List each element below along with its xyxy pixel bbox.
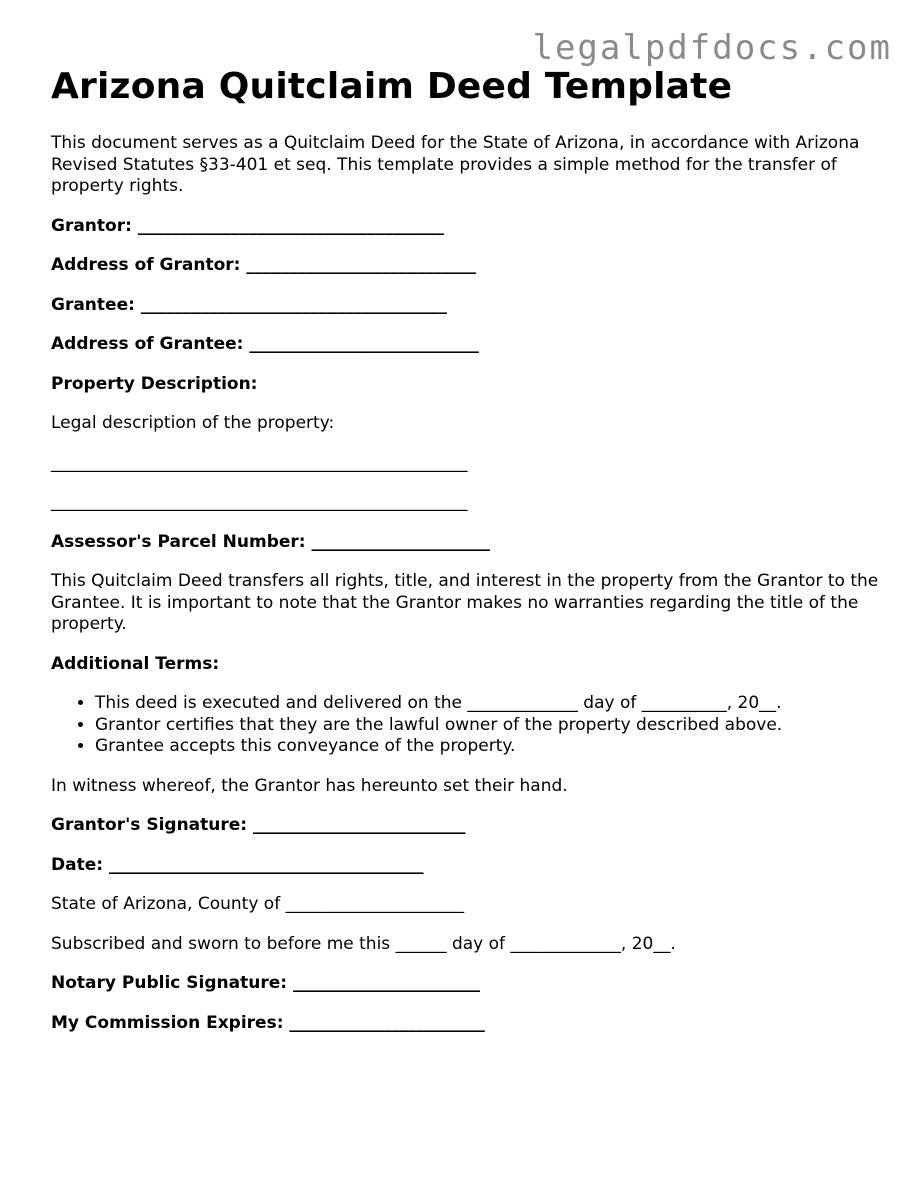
grantor-signature-field: Grantor's Signature: _________________________ — [51, 815, 466, 835]
document-page — [51, 64, 881, 1034]
grantee-field: Grantee: ____________________________________ — [51, 294, 447, 315]
commission-expires-field: My Commission Expires: _______________________ — [51, 1012, 485, 1033]
grantee-address-field: Address of Grantee: ___________________________ — [51, 334, 479, 354]
list-item: • Grantee accepts this conveyance of the property. — [95, 736, 881, 758]
intro-paragraph: This document serves as a Quitclaim Deed for the State of Arizona, in accordance with Arizona Revised Statutes §33-401 et seq. This template provides a simple method for the transfer of property rights. — [51, 133, 860, 196]
notary-signature-field: Notary Public Signature: ______________________ — [51, 973, 480, 993]
legal-description-blank-2: _________________________________________________ — [51, 492, 468, 512]
list-item: • This deed is executed and delivered on the _____________ day of __________, 20__. — [95, 693, 881, 715]
legal-description-blank-1: _________________________________________________ — [51, 452, 468, 473]
state-county-field: State of Arizona, County of _____________________ — [51, 894, 465, 914]
parcel-number-field: Assessor's Parcel Number: _____________________ — [51, 531, 491, 552]
date-field: Date: _____________________________________ — [51, 854, 424, 875]
subscribed-sworn-field: Subscribed and sworn to before me this ______ day of _____________, 20__. — [51, 933, 676, 954]
grantor-address-field: Address of Grantor: ___________________________ — [51, 255, 476, 275]
additional-terms-list — [51, 693, 881, 758]
property-description-heading: Property Description: — [51, 373, 258, 394]
grantor-field: Grantor: ____________________________________ — [51, 215, 444, 236]
additional-terms-heading: Additional Terms: — [51, 653, 220, 674]
watermark: legalpdfdocs.com — [532, 28, 892, 68]
list-item: • Grantor certifies that they are the lawful owner of the property described above. — [95, 715, 881, 737]
transfer-paragraph: This Quitclaim Deed transfers all rights, title, and interest in the property from the Grantor to the Grantee. It is important to note that the Grantor makes no warranties regarding the title of the property. — [51, 571, 879, 634]
witness-statement: In witness whereof, the Grantor has hereunto set their hand. — [51, 775, 568, 796]
document-title: Arizona Quitclaim Deed Template — [51, 66, 733, 107]
legal-description-label: Legal description of the property: — [51, 413, 335, 433]
